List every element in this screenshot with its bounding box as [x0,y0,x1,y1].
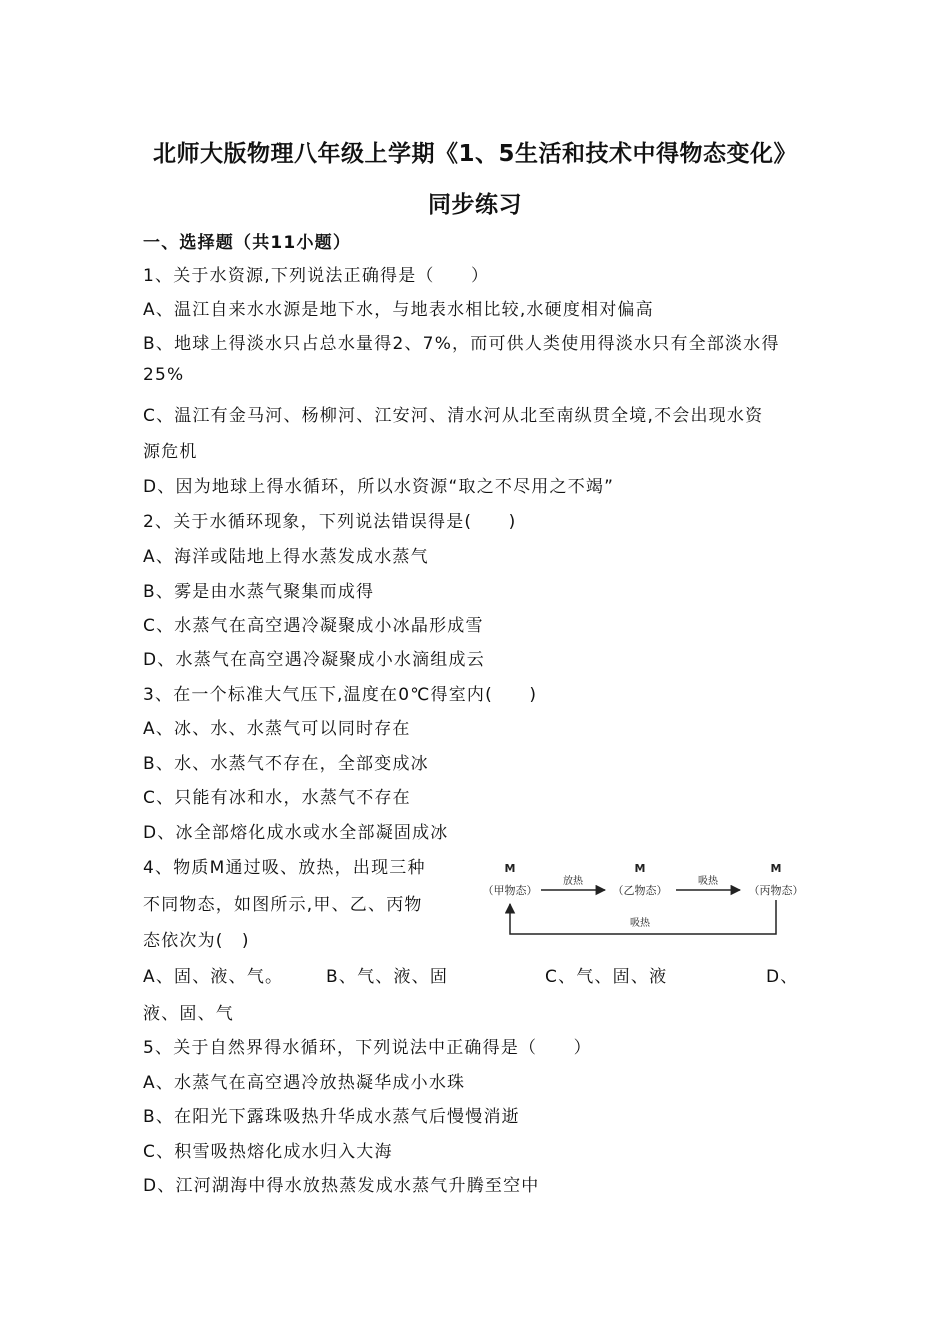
question-3: 3、在一个标准大气压下,温度在0℃得室内( ) [143,685,538,705]
q1-option-c: C、温江有金马河、杨柳河、江安河、清水河从北至南纵贯全境,不会出现水资 [143,406,764,426]
q4-option-c: C、气、固、液 [545,967,668,987]
q1-option-d: D、因为地球上得水循环，所以水资源“取之不尽用之不竭” [143,477,615,497]
q4-option-a: A、固、液、气。 [143,967,284,987]
state-jia-m: M [504,862,516,875]
state-change-diagram [478,858,813,944]
state-bing-label: （丙物态） [748,884,804,897]
question-5: 5、关于自然界得水循环，下列说法中正确得是（ ） [143,1038,592,1058]
q2-option-a: A、海洋或陆地上得水蒸发成水蒸气 [143,547,429,567]
state-yi-m: M [634,862,646,875]
q1-option-b: B、地球上得淡水只占总水量得2、7%，而可供人类使用得淡水只有全部淡水得 [143,334,780,354]
q3-option-b: B、水、水蒸气不存在，全部变成冰 [143,754,429,774]
question-4-cont: 不同物态，如图所示,甲、乙、丙物 [143,895,423,915]
question-2: 2、关于水循环现象，下列说法错误得是( ) [143,512,517,532]
q5-option-c: C、积雪吸热熔化成水归入大海 [143,1142,393,1162]
document-subtitle: 同步练习 [428,192,522,218]
arrow-label-release-heat: 放热 [563,876,583,887]
q3-option-d: D、冰全部熔化成水或水全部凝固成冰 [143,823,449,843]
section-heading: 一、选择题（共11小题） [143,233,352,253]
q4-option-d: D、 [766,967,799,987]
q2-option-c: C、水蒸气在高空遇冷凝聚成小冰晶形成雪 [143,616,484,636]
q3-option-a: A、冰、水、水蒸气可以同时存在 [143,719,411,739]
state-jia-label: （甲物态） [482,884,538,897]
q2-option-b: B、雾是由水蒸气聚集而成得 [143,582,375,602]
q4-option-d-cont: 液、固、气 [143,1004,234,1024]
q3-option-c: C、只能有冰和水，水蒸气不存在 [143,788,411,808]
q1-option-a: A、温江自来水水源是地下水，与地表水相比较,水硬度相对偏高 [143,300,654,320]
arrow-label-absorb-heat: 吸热 [698,876,718,887]
document-title: 北师大版物理八年级上学期《1、5生活和技术中得物态变化》 [152,141,797,167]
question-4: 4、物质M通过吸、放热，出现三种 [143,858,426,878]
state-yi-label: （乙物态） [612,884,668,897]
q5-option-a: A、水蒸气在高空遇冷放热凝华成小水珠 [143,1073,466,1093]
question-4-cont-2: 态依次为( ) [143,931,250,951]
q4-option-b: B、气、液、固 [326,967,449,987]
question-1: 1、关于水资源,下列说法正确得是（ ） [143,266,490,286]
state-bing-m: M [770,862,782,875]
q2-option-d: D、水蒸气在高空遇冷凝聚成小水滴组成云 [143,650,485,670]
q5-option-b: B、在阳光下露珠吸热升华成水蒸气后慢慢消逝 [143,1107,520,1127]
q5-option-d: D、江河湖海中得水放热蒸发成水蒸气升腾至空中 [143,1176,540,1196]
q1-option-b-cont: 25% [143,365,185,385]
q1-option-c-cont: 源危机 [143,442,198,462]
arrow-label-absorb-heat-2: 吸热 [630,918,650,929]
